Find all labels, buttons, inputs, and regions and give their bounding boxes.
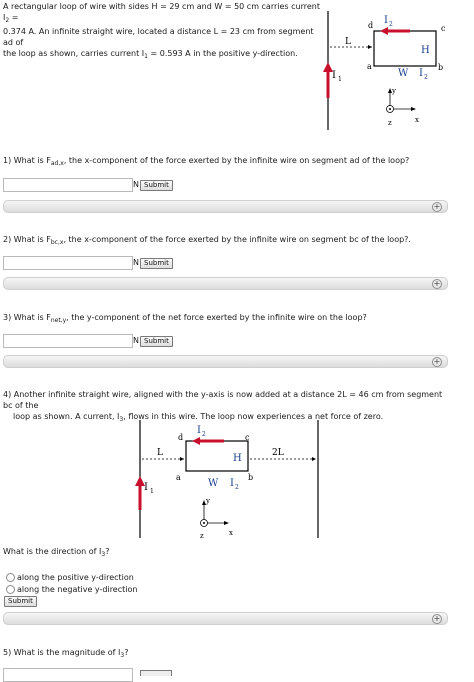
svg-text:I: I bbox=[384, 15, 388, 26]
q3-submit-button[interactable]: Submit bbox=[140, 336, 173, 347]
q1-submit-button[interactable]: Submit bbox=[140, 180, 173, 191]
svg-text:L: L bbox=[157, 448, 163, 458]
q1-answer-input[interactable] bbox=[3, 178, 133, 192]
q3-hint-bar[interactable] bbox=[3, 355, 448, 368]
loop-figure-1 bbox=[318, 6, 468, 132]
svg-text:c: c bbox=[245, 433, 250, 442]
svg-text:I: I bbox=[197, 425, 201, 436]
svg-text:b: b bbox=[438, 63, 444, 72]
svg-text:W: W bbox=[208, 478, 219, 489]
svg-text:W: W bbox=[398, 68, 409, 79]
svg-text:d: d bbox=[368, 21, 374, 30]
question-1-text: 1) What is $F_{ad,x}$, the x-component of the force exerted by the infinite wire on segment ad of the loop? bbox=[3, 156, 410, 167]
svg-text:d: d bbox=[178, 433, 184, 442]
q3-unit: N bbox=[133, 336, 139, 345]
svg-text:2: 2 bbox=[202, 431, 206, 438]
question-3-text: 3) What is $F_{net,y}$, the y-component of the net force exerted by the infinite wire on the loop? bbox=[3, 313, 367, 324]
expand-icon[interactable]: + bbox=[433, 279, 441, 288]
q1-hint-bar[interactable] bbox=[3, 200, 448, 213]
question-4-prompt: What is the direction of $I_3$? bbox=[3, 547, 110, 558]
svg-text:H: H bbox=[421, 45, 430, 56]
svg-text:I: I bbox=[419, 68, 423, 79]
q2-hint-bar[interactable] bbox=[3, 277, 448, 290]
q4-submit-button[interactable]: Submit bbox=[4, 596, 37, 607]
q2-submit-button[interactable]: Submit bbox=[140, 258, 173, 269]
q2-unit: N bbox=[133, 258, 139, 267]
svg-text:L: L bbox=[345, 37, 351, 47]
q1-unit: N bbox=[133, 180, 139, 189]
svg-text:y: y bbox=[206, 497, 210, 505]
svg-text:H: H bbox=[233, 453, 242, 464]
option-positive-y-radio[interactable] bbox=[6, 573, 15, 582]
expand-icon[interactable]: + bbox=[433, 614, 441, 623]
svg-text:a: a bbox=[367, 62, 372, 71]
q4-hint-bar[interactable] bbox=[3, 612, 448, 625]
q2-answer-input[interactable] bbox=[3, 256, 133, 270]
svg-text:2: 2 bbox=[389, 21, 393, 28]
svg-text:z: z bbox=[200, 532, 204, 540]
label-i1: I bbox=[332, 70, 336, 81]
svg-text:2L: 2L bbox=[272, 448, 284, 458]
question-2-text: 2) What is $F_{bc,x}$, the x-component of the force exerted by the infinite wire on segment bc of the loop?. bbox=[3, 235, 411, 246]
svg-text:I: I bbox=[144, 482, 148, 493]
svg-text:2: 2 bbox=[235, 484, 239, 491]
svg-text:1: 1 bbox=[338, 76, 342, 83]
svg-text:a: a bbox=[176, 473, 181, 482]
svg-text:2: 2 bbox=[424, 74, 428, 81]
q5-answer-input[interactable] bbox=[3, 668, 133, 682]
svg-text:1: 1 bbox=[150, 488, 154, 495]
svg-text:b: b bbox=[248, 473, 254, 482]
expand-icon[interactable]: + bbox=[433, 357, 441, 366]
q3-answer-input[interactable] bbox=[3, 334, 133, 348]
svg-text:x: x bbox=[229, 529, 233, 537]
question-5-text: 5) What is the magnitude of $I_3$? bbox=[3, 648, 129, 659]
expand-icon[interactable]: + bbox=[433, 202, 441, 211]
question-4-text: 4) Another infinite straight wire, aligned with the y-axis is now added at a distance 2L = 46 cm from segment bc of the loop as shown. A current, $I_3$, flows in this wire. The loop now experiences a net force of zero. bbox=[3, 390, 443, 423]
option-negative-y-label[interactable]: along the negative y-direction bbox=[17, 585, 138, 594]
problem-statement: A rectangular loop of wire with sides H = 29 cm and W = 50 cm carries current $I_2$ = 0.374 A. An infinite straight wire, located a distance L = 23 cm from segment ad of the loop as shown, carries current $I_1 = 0.593$ A in the positive y-direction. bbox=[3, 2, 320, 60]
svg-text:z: z bbox=[388, 119, 392, 127]
svg-text:c: c bbox=[441, 24, 446, 33]
option-positive-y-label[interactable]: along the positive y-direction bbox=[17, 573, 134, 582]
q5-submit-button[interactable] bbox=[140, 670, 172, 676]
svg-text:I: I bbox=[230, 478, 234, 489]
option-negative-y-radio[interactable] bbox=[6, 585, 15, 594]
loop-figure-2 bbox=[130, 418, 330, 540]
svg-text:x: x bbox=[415, 116, 419, 124]
svg-text:y: y bbox=[392, 87, 396, 95]
